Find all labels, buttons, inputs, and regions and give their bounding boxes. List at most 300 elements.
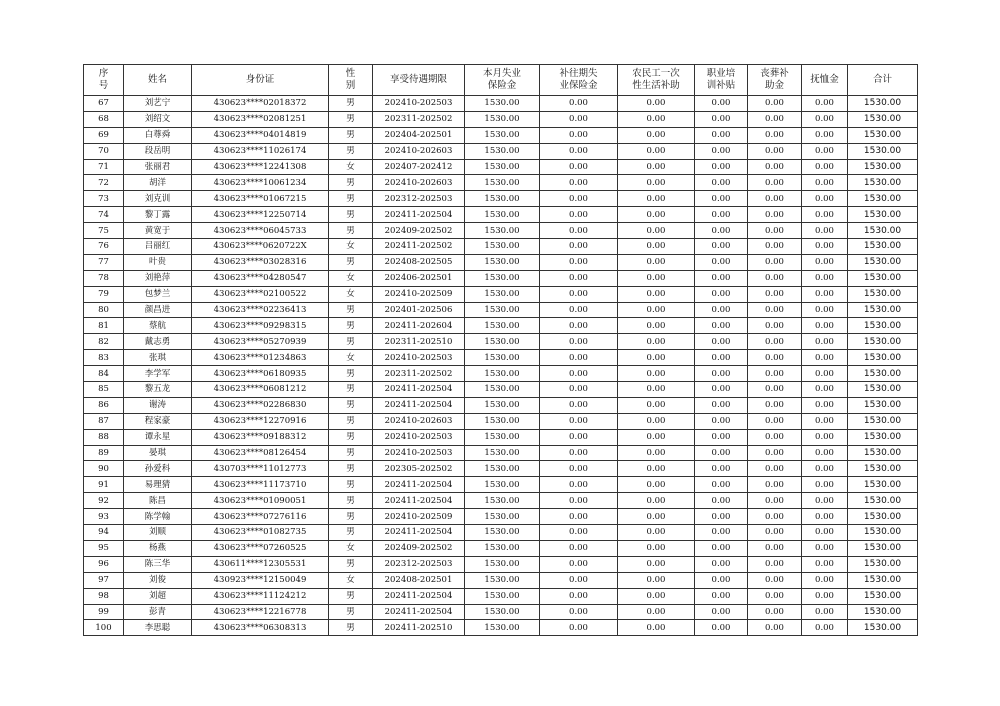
cell-serial-number: 68 [84,111,124,127]
cell-name: 黄宽于 [124,223,192,239]
cell-monthly-unemployment-insurance: 1530.00 [465,493,540,509]
cell-total: 1530.00 [848,620,918,636]
cell-migrant-worker-subsidy: 0.00 [618,270,695,286]
cell-back-unemployment-insurance: 0.00 [540,588,618,604]
cell-total: 1530.00 [848,604,918,620]
cell-gender: 男 [329,143,373,159]
cell-migrant-worker-subsidy: 0.00 [618,397,695,413]
cell-gender: 男 [329,556,373,572]
header-migrant-worker-subsidy [618,65,695,96]
cell-benefit-period: 202410-202503 [373,429,465,445]
cell-benefit-period: 202411-202504 [373,525,465,541]
cell-name: 程家豪 [124,413,192,429]
cell-back-unemployment-insurance: 0.00 [540,96,618,112]
cell-monthly-unemployment-insurance: 1530.00 [465,191,540,207]
cell-name: 陈昌 [124,493,192,509]
cell-migrant-worker-subsidy: 0.00 [618,111,695,127]
cell-name: 刘顺 [124,525,192,541]
header-pension [802,65,848,96]
cell-id-number: 430623****05270939 [192,334,329,350]
cell-funeral-subsidy: 0.00 [748,191,802,207]
cell-name: 颜昌进 [124,302,192,318]
cell-migrant-worker-subsidy: 0.00 [618,159,695,175]
cell-monthly-unemployment-insurance: 1530.00 [465,350,540,366]
cell-name: 李学军 [124,366,192,382]
cell-back-unemployment-insurance: 0.00 [540,318,618,334]
cell-serial-number: 89 [84,445,124,461]
table-row [84,429,918,445]
table-row [84,509,918,525]
table-row [84,556,918,572]
cell-total: 1530.00 [848,525,918,541]
cell-serial-number: 76 [84,239,124,255]
cell-funeral-subsidy: 0.00 [748,302,802,318]
cell-funeral-subsidy: 0.00 [748,525,802,541]
cell-serial-number: 79 [84,286,124,302]
cell-vocational-training-subsidy: 0.00 [695,604,748,620]
cell-vocational-training-subsidy: 0.00 [695,509,748,525]
cell-monthly-unemployment-insurance: 1530.00 [465,111,540,127]
table-row [84,477,918,493]
cell-vocational-training-subsidy: 0.00 [695,318,748,334]
cell-serial-number: 91 [84,477,124,493]
cell-serial-number: 82 [84,334,124,350]
cell-total: 1530.00 [848,493,918,509]
cell-pension: 0.00 [802,223,848,239]
cell-gender: 女 [329,159,373,175]
cell-name: 晏琪 [124,445,192,461]
cell-back-unemployment-insurance: 0.00 [540,382,618,398]
table-row [84,239,918,255]
header-benefit-period [373,65,465,96]
header-line: 本月失业 [482,68,521,79]
cell-name: 黎五龙 [124,382,192,398]
cell-serial-number: 95 [84,540,124,556]
cell-benefit-period: 202411-202504 [373,477,465,493]
cell-id-number: 430623****01067215 [192,191,329,207]
cell-serial-number: 71 [84,159,124,175]
cell-vocational-training-subsidy: 0.00 [695,207,748,223]
cell-migrant-worker-subsidy: 0.00 [618,366,695,382]
cell-migrant-worker-subsidy: 0.00 [618,493,695,509]
cell-total: 1530.00 [848,429,918,445]
cell-pension: 0.00 [802,366,848,382]
cell-id-number: 430623****06045733 [192,223,329,239]
cell-id-number: 430623****02100522 [192,286,329,302]
cell-serial-number: 80 [84,302,124,318]
cell-benefit-period: 202410-202509 [373,509,465,525]
cell-monthly-unemployment-insurance: 1530.00 [465,318,540,334]
cell-serial-number: 69 [84,127,124,143]
cell-benefit-period: 202411-202504 [373,397,465,413]
cell-vocational-training-subsidy: 0.00 [695,572,748,588]
header-line: 抚恤金 [810,74,839,85]
cell-serial-number: 93 [84,509,124,525]
cell-benefit-period: 202312-202503 [373,191,465,207]
cell-monthly-unemployment-insurance: 1530.00 [465,525,540,541]
cell-monthly-unemployment-insurance: 1530.00 [465,397,540,413]
cell-id-number: 430623****09188312 [192,429,329,445]
cell-name: 张琪 [124,350,192,366]
cell-vocational-training-subsidy: 0.00 [695,127,748,143]
cell-total: 1530.00 [848,239,918,255]
cell-gender: 女 [329,350,373,366]
cell-monthly-unemployment-insurance: 1530.00 [465,382,540,398]
cell-name: 陈学翰 [124,509,192,525]
table-row [84,286,918,302]
table-row [84,302,918,318]
cell-id-number: 430623****11173710 [192,477,329,493]
cell-funeral-subsidy: 0.00 [748,270,802,286]
cell-benefit-period: 202408-202505 [373,254,465,270]
cell-id-number: 430703****11012773 [192,461,329,477]
cell-gender: 男 [329,254,373,270]
cell-vocational-training-subsidy: 0.00 [695,159,748,175]
cell-pension: 0.00 [802,540,848,556]
cell-funeral-subsidy: 0.00 [748,493,802,509]
cell-benefit-period: 202410-202503 [373,350,465,366]
cell-pension: 0.00 [802,239,848,255]
cell-benefit-period: 202411-202510 [373,620,465,636]
cell-name: 杨燕 [124,540,192,556]
cell-vocational-training-subsidy: 0.00 [695,270,748,286]
cell-total: 1530.00 [848,556,918,572]
cell-funeral-subsidy: 0.00 [748,397,802,413]
cell-name: 谭永星 [124,429,192,445]
table-row [84,382,918,398]
cell-name: 黎丁露 [124,207,192,223]
cell-gender: 男 [329,334,373,350]
cell-total: 1530.00 [848,223,918,239]
table-row [84,223,918,239]
cell-funeral-subsidy: 0.00 [748,159,802,175]
header-line: 序 [98,68,109,79]
cell-migrant-worker-subsidy: 0.00 [618,350,695,366]
cell-migrant-worker-subsidy: 0.00 [618,239,695,255]
cell-migrant-worker-subsidy: 0.00 [618,223,695,239]
cell-monthly-unemployment-insurance: 1530.00 [465,254,540,270]
cell-id-number: 430623****11026174 [192,143,329,159]
cell-back-unemployment-insurance: 0.00 [540,143,618,159]
cell-serial-number: 96 [84,556,124,572]
cell-funeral-subsidy: 0.00 [748,334,802,350]
table-row [84,540,918,556]
cell-benefit-period: 202411-202604 [373,318,465,334]
cell-name: 张丽君 [124,159,192,175]
cell-migrant-worker-subsidy: 0.00 [618,143,695,159]
cell-gender: 男 [329,461,373,477]
cell-id-number: 430623****10061234 [192,175,329,191]
cell-total: 1530.00 [848,477,918,493]
cell-pension: 0.00 [802,604,848,620]
cell-id-number: 430623****03028316 [192,254,329,270]
cell-back-unemployment-insurance: 0.00 [540,620,618,636]
cell-pension: 0.00 [802,477,848,493]
cell-pension: 0.00 [802,556,848,572]
cell-back-unemployment-insurance: 0.00 [540,413,618,429]
cell-pension: 0.00 [802,111,848,127]
cell-back-unemployment-insurance: 0.00 [540,207,618,223]
table-row [84,318,918,334]
header-line: 训补贴 [706,80,736,91]
cell-back-unemployment-insurance: 0.00 [540,286,618,302]
cell-monthly-unemployment-insurance: 1530.00 [465,604,540,620]
cell-name: 易理猜 [124,477,192,493]
cell-total: 1530.00 [848,350,918,366]
cell-gender: 男 [329,525,373,541]
cell-migrant-worker-subsidy: 0.00 [618,620,695,636]
table-body [84,96,918,636]
cell-vocational-training-subsidy: 0.00 [695,620,748,636]
cell-back-unemployment-insurance: 0.00 [540,239,618,255]
cell-id-number: 430623****01090051 [192,493,329,509]
cell-benefit-period: 202406-202501 [373,270,465,286]
cell-funeral-subsidy: 0.00 [748,445,802,461]
cell-gender: 男 [329,620,373,636]
cell-back-unemployment-insurance: 0.00 [540,254,618,270]
cell-id-number: 430623****06081212 [192,382,329,398]
cell-monthly-unemployment-insurance: 1530.00 [465,461,540,477]
cell-serial-number: 77 [84,254,124,270]
cell-serial-number: 75 [84,223,124,239]
cell-benefit-period: 202410-202503 [373,96,465,112]
cell-migrant-worker-subsidy: 0.00 [618,604,695,620]
cell-id-number: 430623****02018372 [192,96,329,112]
cell-total: 1530.00 [848,509,918,525]
cell-back-unemployment-insurance: 0.00 [540,159,618,175]
table-row [84,270,918,286]
cell-gender: 男 [329,445,373,461]
cell-funeral-subsidy: 0.00 [748,111,802,127]
cell-name: 蔡航 [124,318,192,334]
table-row [84,175,918,191]
cell-gender: 女 [329,286,373,302]
cell-funeral-subsidy: 0.00 [748,429,802,445]
cell-vocational-training-subsidy: 0.00 [695,556,748,572]
cell-name: 孙爱科 [124,461,192,477]
cell-serial-number: 100 [84,620,124,636]
cell-benefit-period: 202407-202412 [373,159,465,175]
cell-vocational-training-subsidy: 0.00 [695,525,748,541]
cell-funeral-subsidy: 0.00 [748,318,802,334]
cell-pension: 0.00 [802,334,848,350]
cell-vocational-training-subsidy: 0.00 [695,588,748,604]
cell-id-number: 430623****06180935 [192,366,329,382]
cell-total: 1530.00 [848,366,918,382]
cell-pension: 0.00 [802,445,848,461]
cell-back-unemployment-insurance: 0.00 [540,525,618,541]
cell-total: 1530.00 [848,175,918,191]
table-row [84,413,918,429]
cell-id-number: 430623****12241308 [192,159,329,175]
header-line: 合计 [872,74,892,85]
cell-migrant-worker-subsidy: 0.00 [618,318,695,334]
cell-monthly-unemployment-insurance: 1530.00 [465,366,540,382]
cell-vocational-training-subsidy: 0.00 [695,477,748,493]
cell-benefit-period: 202305-202502 [373,461,465,477]
cell-monthly-unemployment-insurance: 1530.00 [465,572,540,588]
cell-migrant-worker-subsidy: 0.00 [618,96,695,112]
cell-name: 彭青 [124,604,192,620]
cell-funeral-subsidy: 0.00 [748,382,802,398]
table-row [84,620,918,636]
cell-funeral-subsidy: 0.00 [748,556,802,572]
cell-vocational-training-subsidy: 0.00 [695,254,748,270]
cell-monthly-unemployment-insurance: 1530.00 [465,413,540,429]
cell-benefit-period: 202410-202603 [373,143,465,159]
cell-migrant-worker-subsidy: 0.00 [618,302,695,318]
cell-back-unemployment-insurance: 0.00 [540,540,618,556]
cell-back-unemployment-insurance: 0.00 [540,191,618,207]
cell-id-number: 430623****0620722X [192,239,329,255]
cell-monthly-unemployment-insurance: 1530.00 [465,620,540,636]
cell-serial-number: 87 [84,413,124,429]
cell-back-unemployment-insurance: 0.00 [540,366,618,382]
cell-monthly-unemployment-insurance: 1530.00 [465,302,540,318]
cell-benefit-period: 202411-202504 [373,493,465,509]
cell-total: 1530.00 [848,270,918,286]
cell-serial-number: 70 [84,143,124,159]
cell-migrant-worker-subsidy: 0.00 [618,413,695,429]
cell-serial-number: 74 [84,207,124,223]
cell-vocational-training-subsidy: 0.00 [695,143,748,159]
table-row [84,127,918,143]
cell-total: 1530.00 [848,254,918,270]
cell-id-number: 430623****12250714 [192,207,329,223]
cell-pension: 0.00 [802,397,848,413]
cell-funeral-subsidy: 0.00 [748,96,802,112]
cell-gender: 男 [329,366,373,382]
cell-vocational-training-subsidy: 0.00 [695,111,748,127]
header-serial-number [84,65,124,96]
cell-gender: 男 [329,413,373,429]
cell-back-unemployment-insurance: 0.00 [540,127,618,143]
cell-migrant-worker-subsidy: 0.00 [618,127,695,143]
cell-benefit-period: 202411-202502 [373,239,465,255]
cell-pension: 0.00 [802,525,848,541]
cell-back-unemployment-insurance: 0.00 [540,302,618,318]
cell-back-unemployment-insurance: 0.00 [540,111,618,127]
cell-benefit-period: 202409-202502 [373,223,465,239]
cell-vocational-training-subsidy: 0.00 [695,223,748,239]
cell-monthly-unemployment-insurance: 1530.00 [465,175,540,191]
cell-pension: 0.00 [802,493,848,509]
cell-migrant-worker-subsidy: 0.00 [618,175,695,191]
cell-pension: 0.00 [802,191,848,207]
header-name [124,65,192,96]
cell-funeral-subsidy: 0.00 [748,413,802,429]
cell-benefit-period: 202410-202503 [373,445,465,461]
cell-monthly-unemployment-insurance: 1530.00 [465,588,540,604]
cell-back-unemployment-insurance: 0.00 [540,556,618,572]
cell-id-number: 430623****12270916 [192,413,329,429]
cell-vocational-training-subsidy: 0.00 [695,302,748,318]
table-row [84,254,918,270]
table-row [84,159,918,175]
cell-id-number: 430623****12216778 [192,604,329,620]
cell-serial-number: 97 [84,572,124,588]
cell-gender: 男 [329,318,373,334]
cell-benefit-period: 202401-202506 [373,302,465,318]
cell-gender: 男 [329,429,373,445]
cell-gender: 男 [329,207,373,223]
cell-pension: 0.00 [802,588,848,604]
header-line: 身份证 [245,74,275,85]
cell-name: 刘超 [124,588,192,604]
cell-serial-number: 92 [84,493,124,509]
cell-vocational-training-subsidy: 0.00 [695,96,748,112]
cell-pension: 0.00 [802,350,848,366]
header-gender [329,65,373,96]
cell-serial-number: 67 [84,96,124,112]
header-total [848,65,918,96]
cell-funeral-subsidy: 0.00 [748,175,802,191]
cell-id-number: 430623****04014819 [192,127,329,143]
cell-benefit-period: 202311-202502 [373,111,465,127]
header-line: 补往期失 [559,68,598,79]
cell-serial-number: 98 [84,588,124,604]
cell-name: 刘克训 [124,191,192,207]
cell-migrant-worker-subsidy: 0.00 [618,477,695,493]
cell-name: 白尊舜 [124,127,192,143]
cell-monthly-unemployment-insurance: 1530.00 [465,286,540,302]
header-line: 享受待遇期限 [389,74,447,85]
table-row [84,397,918,413]
cell-pension: 0.00 [802,254,848,270]
table-row [84,445,918,461]
cell-benefit-period: 202410-202509 [373,286,465,302]
cell-id-number: 430623****01082735 [192,525,329,541]
cell-name: 包梦兰 [124,286,192,302]
table-row [84,572,918,588]
table-row [84,334,918,350]
cell-id-number: 430611****12305531 [192,556,329,572]
cell-monthly-unemployment-insurance: 1530.00 [465,477,540,493]
cell-benefit-period: 202410-202603 [373,175,465,191]
cell-pension: 0.00 [802,270,848,286]
cell-gender: 男 [329,223,373,239]
cell-back-unemployment-insurance: 0.00 [540,223,618,239]
cell-monthly-unemployment-insurance: 1530.00 [465,540,540,556]
header-line: 别 [345,80,356,91]
cell-migrant-worker-subsidy: 0.00 [618,382,695,398]
cell-benefit-period: 202411-202504 [373,207,465,223]
cell-serial-number: 90 [84,461,124,477]
cell-funeral-subsidy: 0.00 [748,477,802,493]
header-line: 农民工一次 [632,68,680,79]
cell-benefit-period: 202311-202502 [373,366,465,382]
cell-migrant-worker-subsidy: 0.00 [618,540,695,556]
cell-back-unemployment-insurance: 0.00 [540,334,618,350]
cell-total: 1530.00 [848,461,918,477]
cell-migrant-worker-subsidy: 0.00 [618,525,695,541]
cell-gender: 男 [329,191,373,207]
cell-gender: 男 [329,604,373,620]
cell-gender: 男 [329,302,373,318]
cell-migrant-worker-subsidy: 0.00 [618,207,695,223]
cell-total: 1530.00 [848,382,918,398]
header-line: 姓名 [147,74,167,85]
cell-total: 1530.00 [848,191,918,207]
header-line: 性生活补助 [632,80,680,91]
cell-vocational-training-subsidy: 0.00 [695,334,748,350]
table-row [84,493,918,509]
cell-id-number: 430623****01234863 [192,350,329,366]
cell-vocational-training-subsidy: 0.00 [695,239,748,255]
cell-migrant-worker-subsidy: 0.00 [618,572,695,588]
cell-funeral-subsidy: 0.00 [748,254,802,270]
cell-funeral-subsidy: 0.00 [748,604,802,620]
